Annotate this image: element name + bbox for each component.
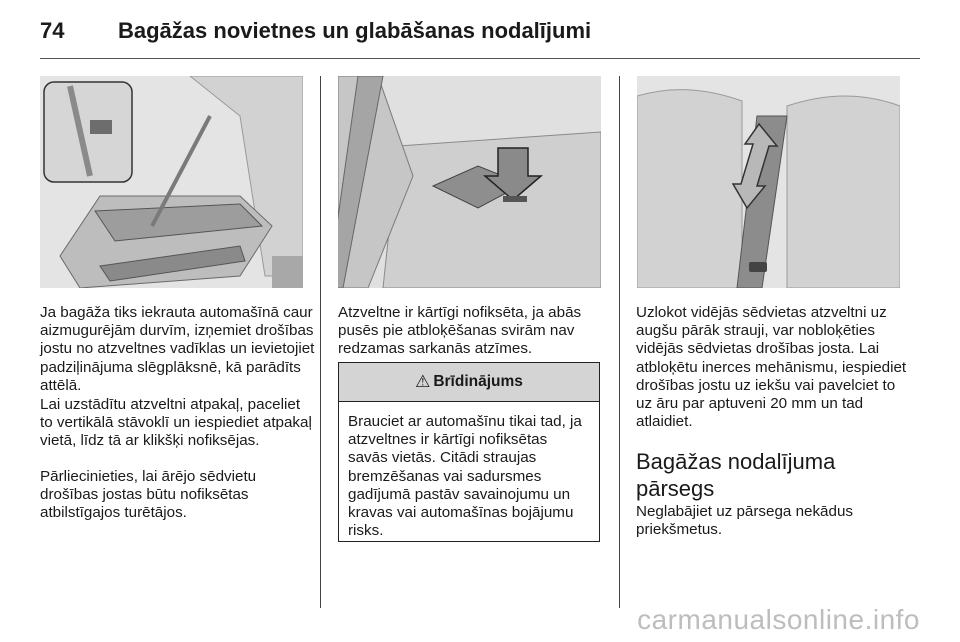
col1-paragraph-1: Ja bagāža tiks iekrauta automašīnā caur aizmugurējām durvīm, izņemiet drošības jostu no atzveltnes vadīklas un ievietojiet padziļinājuma slēgplāksnē, kā parādīts attēlā.: [40, 304, 315, 394]
watermark: carmanualsonline.info: [637, 604, 920, 635]
figure-release-lever: [338, 76, 601, 288]
col3-paragraph: Uzlokot vidējās sēdvietas atzveltni uz augšu pārāk strauji, var nobloķēties vidējās sēdvietas drošības josta. Lai atbloķētu inerces mehānismu, iespiediet drošības jostu uz iekšu vai pavelciet to uz āru par aptuveni 20 mm un tad atlaidiet.: [636, 304, 907, 431]
warning-title: Brīdinājums: [433, 373, 523, 390]
warning-text: Brauciet ar automašīnu tikai tad, ja atzveltnes ir kārtīgi nofiksētas savās vietās. Citādi straujas bremzēšanas vai sadursmes gadījumā pastāv savainojumu un kravas vai automašīnas bojājumu risks.: [348, 413, 582, 540]
column-divider: [320, 76, 321, 608]
column-divider: [619, 76, 620, 608]
col1-paragraph-3: Pārliecinieties, lai ārējo sēdvietu drošības jostas būtu nofiksētas atbilstīgajos turētājos.: [40, 468, 257, 522]
col1-paragraph-2: Lai uzstādītu atzveltni atpakaļ, paceliet to vertikālā stāvoklī un iespiediet atpakaļ vietā, līdz tā ar klikšķi nofiksējas.: [40, 396, 312, 450]
page-title: Bagāžas novietnes un glabāšanas nodalījumi: [118, 18, 592, 43]
col2-paragraph: Atzveltne ir kārtīgi nofiksēta, ja abās pusēs pie atbloķēšanas svirām nav redzamas sarkanās atzīmes.: [338, 304, 582, 358]
warning-triangle-icon: ⚠: [415, 372, 431, 391]
seat-folded-illustration: [40, 76, 303, 288]
middle-belt-illustration: [637, 76, 900, 288]
page-number: 74: [40, 18, 65, 43]
section-heading: Bagāžas nodalījuma pārsegs: [636, 449, 836, 501]
section-text: Neglabājiet uz pārsega nekādus priekšmetus.: [636, 503, 853, 539]
release-lever-illustration: [338, 76, 601, 288]
warning-box: [338, 362, 600, 542]
figure-seat-folded: [40, 76, 303, 288]
header-rule: [40, 58, 920, 59]
warning-header: [339, 363, 599, 402]
page-header: [40, 14, 920, 50]
figure-middle-belt: [637, 76, 900, 288]
